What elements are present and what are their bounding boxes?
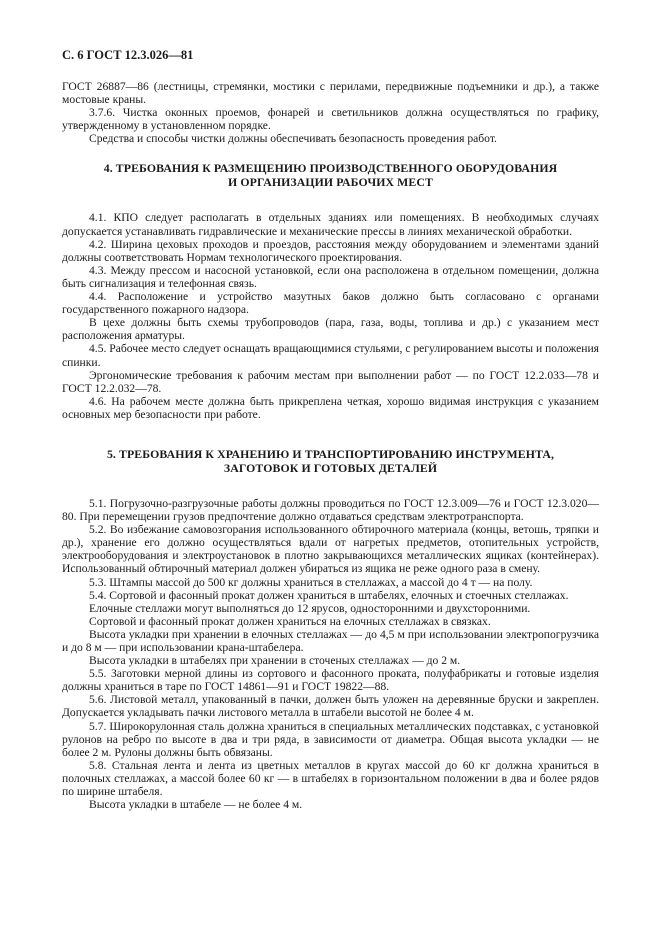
paragraph: 5.8. Стальная лента и лента из цветных металлов в кругах массой до 60 кг должна храниться в полочных стеллажах, а массой более 60 кг — в штабелях в горизонтальном положении в два и более рядов по ширине штабеля.	[62, 758, 599, 799]
section-4-heading	[62, 161, 599, 189]
paragraph: 5.5. Заготовки мерной длины из сортового и фасонного проката, полуфабрикаты и готовые изделия должны храниться в таре по ГОСТ 14861—91 и ГОСТ 19822—88.	[62, 667, 599, 694]
paragraph: Елочные стеллажи могут выполняться до 12 ярусов, односторонними и двухсторонними.	[89, 601, 531, 615]
paragraph: Средства и способы чистки должны обеспечивать безопасность проведения работ.	[89, 132, 497, 146]
section-title-line: И ОРГАНИЗАЦИИ РАБОЧИХ МЕСТ	[228, 175, 433, 190]
paragraph: 4.2. Ширина цеховых проходов и проездов, расстояния между оборудованием и элементами зданий должны соответствовать Нормам технологического проектирования.	[62, 237, 599, 264]
paragraph: Сортовой и фасонный прокат должен храниться на елочных стеллажах в связках.	[89, 614, 491, 628]
paragraph: 5.2. Во избежание самовозгорания использованного обтирочного материала (концы, ветошь, тряпки и др.), хранение его должно осуществляться вдали от нагретых предметов, отопительных устройств, электрооборудования и электроустановок в плотно закрывающихся металлических ящиках (контейнерах). Использованный обтирочный материал должен убираться из ящика не реже одного раза в смену.	[62, 523, 599, 576]
section-5-heading	[62, 447, 599, 475]
paragraph: 5.4. Сортовой и фасонный прокат должен храниться в штабелях, елочных и стоечных стеллажах.	[89, 588, 569, 602]
paragraph: 4.4. Расположение и устройство мазутных баков должно быть согласовано с органами государственного пожарного надзора.	[62, 290, 599, 317]
section-title-line: 4. ТРЕБОВАНИЯ К РАЗМЕЩЕНИЮ ПРОИЗВОДСТВЕННОГО ОБОРУДОВАНИЯ	[103, 161, 558, 176]
section-4-body	[62, 211, 599, 421]
section-title-line: ЗАГОТОВОК И ГОТОВЫХ ДЕТАЛЕЙ	[223, 460, 438, 475]
paragraph: 4.3. Между прессом и насосной установкой, если она расположена в отдельном помещении, должна быть сигнализация и телефонная связь.	[62, 263, 599, 290]
paragraph: Эргономические требования к рабочим местам при выполнении работ — по ГОСТ 12.2.033—78 и ГОСТ 12.2.032—78.	[62, 368, 599, 395]
page-header: С. 6 ГОСТ 12.3.026—81	[62, 48, 194, 62]
paragraph: Высота укладки в штабелях при хранении в сточеных стеллажах — до 2 м.	[89, 654, 461, 668]
paragraph: 4.1. КПО следует располагать в отдельных зданиях или помещениях. В необходимых случаях допускается устанавливать гидравлические и механические прессы в линиях механической обработки.	[62, 211, 599, 238]
paragraph: 5.1. Погрузочно-разгрузочные работы должны проводиться по ГОСТ 12.3.009—76 и ГОСТ 12.3.020—80. При перемещении грузов предпочтение должно отдаваться средствам электротранспорта.	[62, 496, 599, 524]
paragraph: 5.7. Широкорулонная сталь должна храниться в специальных металлических подставках, с установкой рулонов на ребро по высоте в два и три ряда, в зависимости от диаметра. Общая высота укладки — не более 2 м. Рулоны должны быть обвязаны.	[62, 719, 599, 759]
paragraph: 5.6. Листовой металл, упакованный в пачки, должен быть уложен на деревянные бруски и закреплен. Допускается укладывать пачки листового металла в штабели высотой не более 4 м.	[62, 693, 599, 720]
section-title-line: 5. ТРЕБОВАНИЯ К ХРАНЕНИЮ И ТРАНСПОРТИРОВАНИЮ ИНСТРУМЕНТА,	[106, 446, 555, 461]
document-page	[62, 48, 599, 811]
paragraph: ГОСТ 26887—86 (лестницы, стремянки, мостики с перилами, передвижные подъемники и др.), а также мостовые краны.	[62, 80, 599, 107]
paragraph: В цехе должны быть схемы трубопроводов (пара, газа, воды, топлива и др.) с указанием мест расположения арматуры.	[62, 316, 599, 343]
intro-block	[62, 80, 599, 145]
paragraph: Высота укладки при хранении в елочных стеллажах — до 4,5 м при использовании электропогрузчика и до 8 м — при использовании крана-штабелера.	[62, 627, 599, 654]
paragraph: Высота укладки в штабеле — не более 4 м.	[89, 798, 303, 812]
section-5-body	[62, 497, 599, 811]
paragraph: 5.3. Штампы массой до 500 кг должны храниться в стеллажах, а массой до 4 т — на полу.	[89, 575, 533, 589]
paragraph: 4.6. На рабочем месте должна быть прикреплена четкая, хорошо видимая инструкция с указанием основных мер безопасности при работе.	[62, 394, 599, 421]
paragraph: 3.7.6. Чистка оконных проемов, фонарей и светильников должна осуществляться по графику, утвержденному в установленном порядке.	[62, 106, 599, 133]
paragraph: 4.5. Рабочее место следует оснащать вращающимися стульями, с регулированием высоты и положения спинки.	[62, 342, 599, 369]
